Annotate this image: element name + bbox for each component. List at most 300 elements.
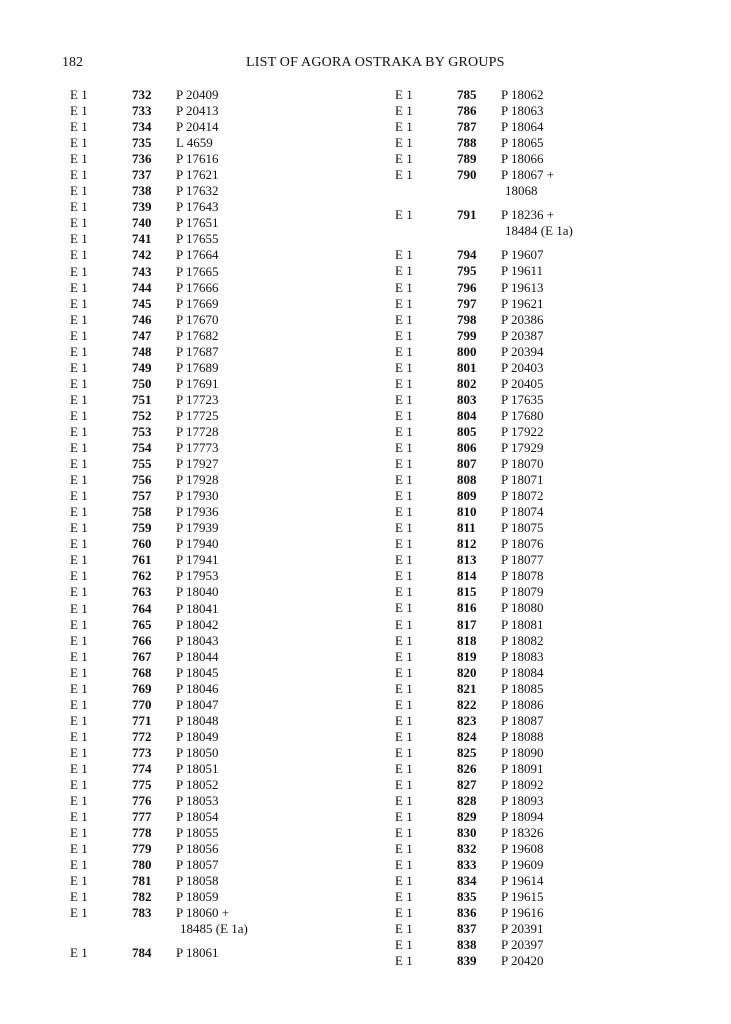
- catalogue-number: 807: [457, 456, 477, 472]
- ostrakon-entry: [70, 905, 400, 921]
- inventory-number: P 18058: [176, 873, 219, 889]
- ostrakon-entry: [70, 247, 400, 263]
- inventory-number: P 17643: [176, 199, 219, 215]
- ostrakon-entry: [70, 440, 400, 456]
- inventory-number: P 18090: [501, 744, 544, 760]
- inventory-number: P 19616: [501, 905, 544, 921]
- ostrakon-entry: [395, 376, 725, 392]
- group-label: E 1: [395, 456, 413, 472]
- group-label: E 1: [70, 552, 88, 568]
- catalogue-number: 778: [132, 825, 152, 841]
- catalogue-number: 790: [457, 167, 477, 183]
- catalogue-number: 761: [132, 552, 152, 568]
- ostrakon-entry: [70, 777, 400, 793]
- ostrakon-entry: [70, 504, 400, 520]
- group-label: E 1: [395, 921, 413, 937]
- ostrakon-entry: [70, 392, 400, 408]
- inventory-number: P 17723: [176, 391, 219, 407]
- inventory-number: P 18065: [501, 135, 544, 151]
- inventory-number: P 17666: [176, 279, 219, 295]
- inventory-number: P 18052: [176, 777, 219, 793]
- ostrakon-entry: [395, 408, 725, 424]
- ostrakon-entry: [70, 745, 400, 761]
- catalogue-number: 763: [132, 584, 152, 600]
- ostrakon-entry: [395, 312, 725, 328]
- ostrakon-entry: [395, 536, 725, 552]
- ostrakon-entry: [395, 584, 725, 600]
- group-label: E 1: [395, 568, 413, 584]
- ostrakon-entry: [70, 601, 400, 617]
- catalogue-number: 836: [457, 905, 477, 921]
- catalogue-number: 773: [132, 744, 152, 760]
- catalogue-number: 810: [457, 504, 477, 520]
- inventory-number: P 20397: [501, 937, 544, 953]
- catalogue-number: 733: [132, 103, 152, 119]
- ostrakon-entry: [70, 167, 400, 183]
- group-label: E 1: [70, 648, 88, 664]
- ostrakon-entry: [70, 151, 400, 167]
- inventory-number: P 18047: [176, 696, 219, 712]
- inventory-number: P 18326: [501, 825, 544, 841]
- catalogue-number: 746: [132, 311, 152, 327]
- ostrakon-entry: [395, 568, 725, 584]
- ostrakon-entry: [70, 552, 400, 568]
- group-label: E 1: [395, 151, 413, 167]
- ostrakon-entry: [70, 697, 400, 713]
- inventory-number: P 17929: [501, 439, 544, 455]
- group-label: E 1: [395, 391, 413, 407]
- group-label: E 1: [395, 327, 413, 343]
- ostrakon-entry: [70, 841, 400, 857]
- group-label: E 1: [395, 439, 413, 455]
- ostrakon-entry: [395, 681, 725, 697]
- catalogue-number: 774: [132, 760, 152, 776]
- ostrakon-entry: [70, 215, 400, 231]
- catalogue-number: 747: [132, 327, 152, 343]
- group-label: E 1: [70, 247, 88, 263]
- catalogue-number: 803: [457, 391, 477, 407]
- inventory-number: P 20391: [501, 921, 544, 937]
- inventory-number: P 18079: [501, 584, 544, 600]
- catalogue-number: 838: [457, 937, 477, 953]
- group-label: E 1: [395, 119, 413, 135]
- group-label: E 1: [70, 744, 88, 760]
- inventory-number: P 18059: [176, 889, 219, 905]
- ostrakon-entry: [395, 456, 725, 472]
- ostrakon-entry: [70, 857, 400, 873]
- ostrakon-entry: [70, 456, 400, 472]
- ostrakon-entry: [70, 119, 400, 135]
- catalogue-number: 739: [132, 199, 152, 215]
- group-label: E 1: [70, 504, 88, 520]
- inventory-number: P 18041: [176, 600, 219, 616]
- inventory-number: P 18083: [501, 648, 544, 664]
- group-label: E 1: [395, 760, 413, 776]
- ostrakon-entry: [70, 681, 400, 697]
- catalogue-number: 799: [457, 327, 477, 343]
- inventory-number: P 17669: [176, 295, 219, 311]
- catalogue-number: 808: [457, 472, 477, 488]
- inventory-number: P 17670: [176, 311, 219, 327]
- catalogue-number: 784: [132, 945, 152, 961]
- inventory-number: P 17940: [176, 536, 219, 552]
- inventory-number: P 20409: [176, 87, 219, 102]
- catalogue-number: 786: [457, 103, 477, 119]
- group-label: E 1: [70, 825, 88, 841]
- ostrakon-entry: [70, 135, 400, 151]
- catalogue-number: 758: [132, 504, 152, 520]
- group-label: E 1: [395, 295, 413, 311]
- inventory-number: P 18091: [501, 760, 544, 776]
- catalogue-number: 777: [132, 809, 152, 825]
- group-label: E 1: [395, 87, 413, 102]
- inventory-number: P 19615: [501, 889, 544, 905]
- ostrakon-entry: [395, 793, 725, 809]
- catalogue-number: 819: [457, 648, 477, 664]
- catalogue-number: 771: [132, 712, 152, 728]
- ostrakon-entry: [70, 328, 400, 344]
- ostrakon-entry: [395, 921, 725, 937]
- inventory-number: P 17725: [176, 407, 219, 423]
- ostrakon-entry: [395, 777, 725, 793]
- catalogue-number: 825: [457, 744, 477, 760]
- inventory-number: P 18088: [501, 728, 544, 744]
- group-label: E 1: [395, 103, 413, 119]
- group-label: E 1: [395, 135, 413, 151]
- catalogue-number: 789: [457, 151, 477, 167]
- group-label: E 1: [395, 825, 413, 841]
- catalogue-number: 834: [457, 873, 477, 889]
- catalogue-number: 776: [132, 793, 152, 809]
- catalogue-number: 764: [132, 600, 152, 616]
- catalogue-number: 794: [457, 247, 477, 263]
- group-label: E 1: [70, 423, 88, 439]
- catalogue-number: 783: [132, 905, 152, 921]
- right-column: [395, 87, 725, 970]
- catalogue-number: 742: [132, 247, 152, 263]
- catalogue-number: 762: [132, 568, 152, 584]
- inventory-number: P 18092: [501, 776, 544, 792]
- catalogue-number: 804: [457, 407, 477, 423]
- ostrakon-entry: [395, 953, 725, 969]
- ostrakon-entry: [395, 729, 725, 745]
- group-label: E 1: [70, 760, 88, 776]
- inventory-number: P 19611: [501, 263, 544, 279]
- inventory-number: P 18057: [176, 857, 219, 873]
- group-label: E 1: [395, 873, 413, 889]
- group-label: E 1: [70, 440, 88, 456]
- ostrakon-entry: [70, 199, 400, 215]
- inventory-number: P 17621: [176, 167, 219, 183]
- inventory-number: P 18086: [501, 696, 544, 712]
- inventory-number: P 20420: [501, 953, 544, 969]
- ostrakon-entry: [70, 536, 400, 552]
- inventory-number: P 18049: [176, 728, 219, 744]
- group-label: E 1: [395, 375, 413, 391]
- catalogue-number: 787: [457, 119, 477, 135]
- catalogue-number: 768: [132, 664, 152, 680]
- ostrakon-entry: [70, 408, 400, 424]
- ostrakon-entry: [70, 945, 400, 961]
- catalogue-number: 766: [132, 632, 152, 648]
- ostrakon-entry: [70, 520, 400, 536]
- ostrakon-entry: [70, 376, 400, 392]
- inventory-number: P 19608: [501, 841, 544, 857]
- inventory-number: P 19614: [501, 873, 544, 889]
- catalogue-number: 832: [457, 841, 477, 857]
- ostrakon-entry: [70, 761, 400, 777]
- inventory-continuation: 18485 (E 1a): [180, 921, 248, 937]
- catalogue-number: 756: [132, 472, 152, 488]
- group-label: E 1: [70, 520, 88, 536]
- inventory-number: P 18055: [176, 825, 219, 841]
- ostrakon-entry: [395, 600, 725, 616]
- inventory-number: P 17691: [176, 375, 219, 391]
- catalogue-number: 735: [132, 135, 152, 151]
- catalogue-number: 797: [457, 295, 477, 311]
- catalogue-number: 757: [132, 488, 152, 504]
- ostrakon-entry: [395, 207, 725, 223]
- group-label: E 1: [70, 263, 88, 279]
- catalogue-number: 750: [132, 375, 152, 391]
- ostrakon-entry: [70, 472, 400, 488]
- catalogue-number: 796: [457, 279, 477, 295]
- inventory-number: P 18061: [176, 945, 219, 961]
- group-label: E 1: [395, 937, 413, 953]
- inventory-number: P 18072: [501, 488, 544, 504]
- inventory-number: P 17939: [176, 520, 219, 536]
- ostrakon-entry: [395, 247, 725, 263]
- inventory-number: P 20413: [176, 103, 219, 119]
- catalogue-number: 769: [132, 680, 152, 696]
- catalogue-number: 828: [457, 793, 477, 809]
- group-label: E 1: [70, 712, 88, 728]
- catalogue-number: 770: [132, 696, 152, 712]
- group-label: E 1: [395, 472, 413, 488]
- ostrakon-entry: [395, 841, 725, 857]
- ostrakon-entry: [70, 183, 400, 199]
- ostrakon-entry: [395, 360, 725, 376]
- group-label: E 1: [70, 456, 88, 472]
- ostrakon-entry: [395, 713, 725, 729]
- inventory-number: P 18043: [176, 632, 219, 648]
- catalogue-number: 821: [457, 680, 477, 696]
- inventory-number: P 18070: [501, 456, 544, 472]
- catalogue-number: 740: [132, 215, 152, 231]
- ostrakon-entry: [395, 504, 725, 520]
- entry-spacer: [70, 937, 400, 945]
- ostrakon-entry: [395, 905, 725, 921]
- inventory-number: P 17922: [501, 423, 544, 439]
- group-label: E 1: [395, 809, 413, 825]
- inventory-number: P 18050: [176, 744, 219, 760]
- ostrakon-entry: [70, 633, 400, 649]
- ostrakon-entry: [395, 440, 725, 456]
- group-label: E 1: [395, 953, 413, 969]
- catalogue-number: 809: [457, 488, 477, 504]
- group-label: E 1: [395, 905, 413, 921]
- catalogue-number: 806: [457, 439, 477, 455]
- ostrakon-entry: [395, 392, 725, 408]
- ostrakon-entry: [70, 264, 400, 280]
- inventory-number: P 20386: [501, 311, 544, 327]
- inventory-number: P 17928: [176, 472, 219, 488]
- ostrakon-entry: [395, 633, 725, 649]
- entry-spacer: [395, 199, 725, 207]
- ostrakon-entry: [70, 424, 400, 440]
- catalogue-number: 752: [132, 407, 152, 423]
- catalogue-number: 823: [457, 712, 477, 728]
- group-label: E 1: [70, 359, 88, 375]
- left-column: [70, 87, 400, 962]
- catalogue-number: 795: [457, 263, 477, 279]
- group-label: E 1: [70, 119, 88, 135]
- inventory-number: P 18045: [176, 664, 219, 680]
- catalogue-number: 760: [132, 536, 152, 552]
- ostrakon-entry: [70, 809, 400, 825]
- group-label: E 1: [395, 889, 413, 905]
- ostrakon-entry: [70, 312, 400, 328]
- group-label: E 1: [70, 680, 88, 696]
- catalogue-number: 736: [132, 151, 152, 167]
- inventory-number: P 17930: [176, 488, 219, 504]
- group-label: E 1: [70, 536, 88, 552]
- inventory-number: P 18066: [501, 151, 544, 167]
- inventory-number: P 18067 +: [501, 167, 555, 183]
- ostrakon-entry: [70, 280, 400, 296]
- inventory-continuation-row: [70, 921, 400, 937]
- catalogue-number: 830: [457, 825, 477, 841]
- group-label: E 1: [395, 488, 413, 504]
- group-label: E 1: [70, 199, 88, 215]
- inventory-continuation: 18484 (E 1a): [505, 223, 573, 239]
- ostrakon-entry: [395, 263, 725, 279]
- group-label: E 1: [70, 632, 88, 648]
- ostrakon-entry: [395, 103, 725, 119]
- inventory-number: P 18081: [501, 616, 544, 632]
- inventory-number: P 17689: [176, 359, 219, 375]
- group-label: E 1: [395, 664, 413, 680]
- ostrakon-entry: [395, 151, 725, 167]
- inventory-number: P 18077: [501, 552, 544, 568]
- inventory-number: P 17927: [176, 456, 219, 472]
- inventory-number: P 17941: [176, 552, 219, 568]
- catalogue-number: 835: [457, 889, 477, 905]
- group-label: E 1: [70, 873, 88, 889]
- catalogue-number: 749: [132, 359, 152, 375]
- ostrakon-entry: [395, 424, 725, 440]
- ostrakon-entry: [70, 793, 400, 809]
- inventory-number: P 18094: [501, 809, 544, 825]
- ostrakon-entry: [70, 296, 400, 312]
- inventory-number: P 18087: [501, 712, 544, 728]
- group-label: E 1: [70, 327, 88, 343]
- inventory-number: P 18236 +: [501, 207, 555, 223]
- group-label: E 1: [395, 263, 413, 279]
- catalogue-number: 802: [457, 375, 477, 391]
- group-label: E 1: [395, 167, 413, 183]
- inventory-number: P 17728: [176, 423, 219, 439]
- catalogue-number: 805: [457, 423, 477, 439]
- inventory-number: P 20394: [501, 343, 544, 359]
- catalogue-number: 814: [457, 568, 477, 584]
- inventory-number: P 18071: [501, 472, 544, 488]
- catalogue-number: 820: [457, 664, 477, 680]
- ostrakon-entry: [70, 649, 400, 665]
- inventory-number: P 20414: [176, 119, 219, 135]
- inventory-number: P 18075: [501, 520, 544, 536]
- catalogue-number: 833: [457, 857, 477, 873]
- group-label: E 1: [395, 841, 413, 857]
- group-label: E 1: [70, 945, 88, 961]
- group-label: E 1: [395, 311, 413, 327]
- catalogue-number: 801: [457, 359, 477, 375]
- catalogue-number: 741: [132, 231, 152, 247]
- inventory-number: P 19621: [501, 295, 544, 311]
- ostrakon-entry: [70, 873, 400, 889]
- ostrakon-entry: [395, 697, 725, 713]
- inventory-number: P 17936: [176, 504, 219, 520]
- inventory-number: P 20387: [501, 327, 544, 343]
- group-label: E 1: [395, 632, 413, 648]
- catalogue-number: 779: [132, 841, 152, 857]
- inventory-number: P 17682: [176, 327, 219, 343]
- inventory-number: P 18060 +: [176, 905, 230, 921]
- inventory-number: P 18048: [176, 712, 219, 728]
- group-label: E 1: [395, 504, 413, 520]
- inventory-number: P 17953: [176, 568, 219, 584]
- ostrakon-entry: [395, 87, 725, 103]
- inventory-number: P 18076: [501, 536, 544, 552]
- group-label: E 1: [70, 391, 88, 407]
- group-label: E 1: [70, 183, 88, 199]
- catalogue-number: 737: [132, 167, 152, 183]
- inventory-number: P 18093: [501, 793, 544, 809]
- group-label: E 1: [395, 343, 413, 359]
- group-label: E 1: [70, 311, 88, 327]
- group-label: E 1: [395, 712, 413, 728]
- group-label: E 1: [70, 151, 88, 167]
- catalogue-number: 743: [132, 263, 152, 279]
- group-label: E 1: [70, 135, 88, 151]
- group-label: E 1: [395, 728, 413, 744]
- catalogue-number: 811: [457, 520, 476, 536]
- ostrakon-entry: [395, 889, 725, 905]
- catalogue-number: 772: [132, 728, 152, 744]
- inventory-number: P 18054: [176, 809, 219, 825]
- ostrakon-entry: [395, 328, 725, 344]
- catalogue-number: 824: [457, 728, 477, 744]
- ostrakon-entry: [395, 649, 725, 665]
- catalogue-number: 780: [132, 857, 152, 873]
- inventory-number: P 17651: [176, 215, 219, 231]
- group-label: E 1: [70, 616, 88, 632]
- group-label: E 1: [395, 648, 413, 664]
- inventory-number: P 18074: [501, 504, 544, 520]
- inventory-number: P 20403: [501, 359, 544, 375]
- group-label: E 1: [70, 488, 88, 504]
- inventory-number: P 17664: [176, 247, 219, 263]
- ostrakon-entry: [395, 617, 725, 633]
- group-label: E 1: [70, 809, 88, 825]
- group-label: E 1: [70, 664, 88, 680]
- group-label: E 1: [70, 103, 88, 119]
- catalogue-number: 782: [132, 889, 152, 905]
- inventory-number: P 18046: [176, 680, 219, 696]
- ostrakon-entry: [395, 119, 725, 135]
- inventory-number: P 18085: [501, 680, 544, 696]
- group-label: E 1: [395, 744, 413, 760]
